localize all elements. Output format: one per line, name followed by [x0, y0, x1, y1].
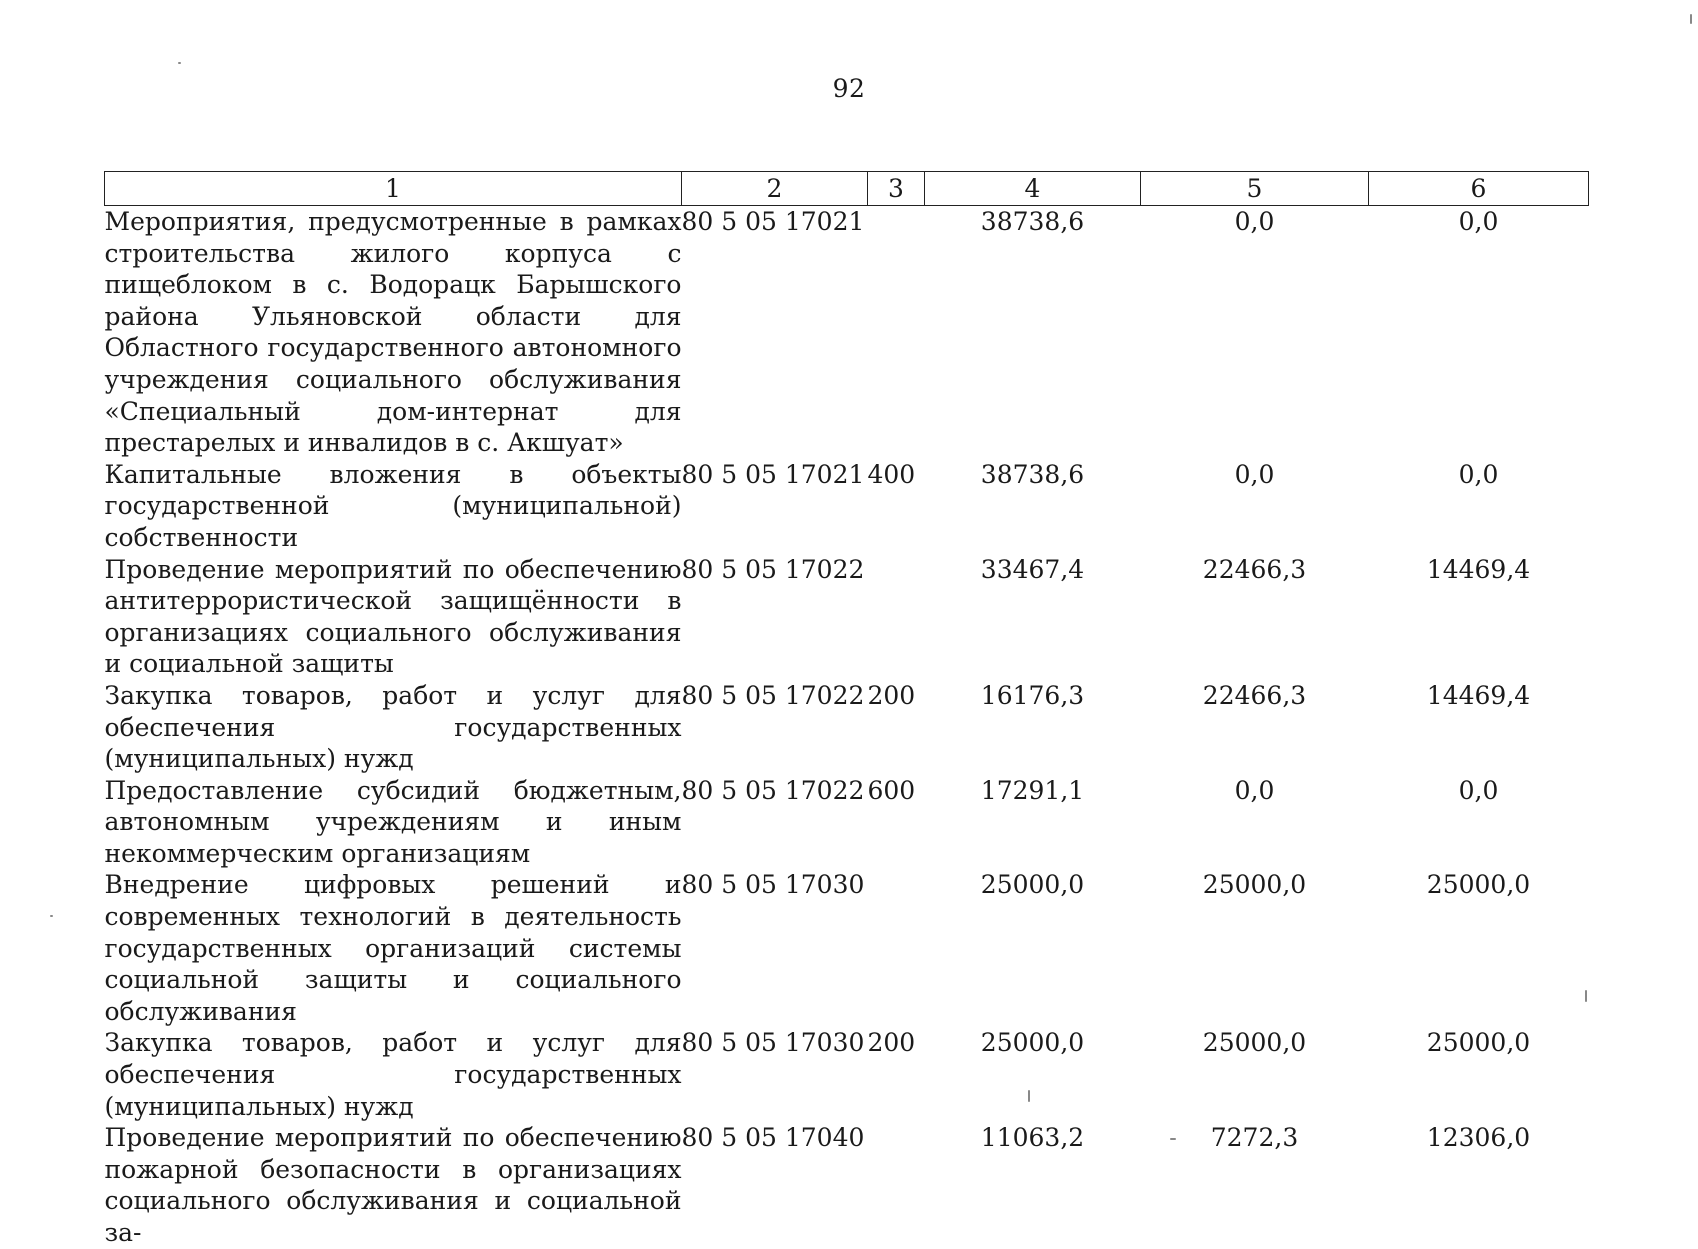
row-value-2026: 25000,0: [1426, 870, 1531, 900]
row-code: 80 5 05 17040: [681, 1123, 865, 1153]
row-value-2026: 0,0: [1458, 207, 1499, 236]
row-value-2025: 7272,3: [1210, 1123, 1299, 1153]
row-value-2026: 0,0: [1458, 775, 1499, 805]
col-header-3: 3: [868, 172, 925, 206]
row-name: Предоставление субсидий бюджетным, автономным учреждениям и иным некоммерческим организациям: [104, 775, 682, 868]
row-value-2025: 0,0: [1234, 207, 1275, 236]
table-row: [105, 1027, 1589, 1122]
row-code: 80 5 05 17021: [681, 207, 865, 236]
row-name: Закупка товаров, работ и услуг для обеспечения государственных (муниципальных) нужд: [104, 1028, 682, 1121]
row-value-2024: 11063,2: [980, 1123, 1085, 1153]
row-value-2026: 0,0: [1458, 459, 1499, 489]
row-code: 80 5 05 17021: [681, 459, 865, 489]
row-code: 80 5 05 17022: [681, 775, 865, 805]
budget-table: [104, 171, 1589, 1249]
table-row: [105, 1122, 1589, 1248]
row-name: Капитальные вложения в объекты государственной (муниципальной) собственности: [104, 459, 682, 552]
col-header-2: 2: [682, 172, 868, 206]
row-type: 200: [867, 680, 916, 710]
row-value-2026: 12306,0: [1426, 1123, 1531, 1153]
col-header-6: 6: [1369, 172, 1589, 206]
row-name: Проведение мероприятий по обеспечению антитеррористической защищённости в организациях социального обслуживания и социальной защиты: [104, 554, 682, 679]
row-code: 80 5 05 17022: [681, 680, 865, 710]
row-name: Мероприятия, предусмотренные в рамках строительства жилого корпуса с пищеблоком в с. Водорацк Барышского района Ульяновской области для Областного государственного автономного учреждения социального обслуживания «Специальный дом-интернат для престарелых и инвалидов в с. Акшуат»: [104, 207, 682, 458]
scan-speck: [1170, 1138, 1176, 1140]
row-value-2024: 38738,6: [980, 207, 1085, 236]
row-type: [868, 1122, 925, 1248]
scan-speck: [1028, 1090, 1030, 1102]
col-header-5: 5: [1141, 172, 1369, 206]
row-value-2025: 0,0: [1234, 459, 1275, 489]
row-code: 80 5 05 17030: [681, 870, 865, 900]
row-type: 200: [867, 1028, 916, 1058]
row-value-2025: 22466,3: [1202, 554, 1307, 584]
scan-speck: [1690, 14, 1692, 24]
row-value-2024: 33467,4: [980, 554, 1085, 584]
row-type: [868, 554, 925, 680]
table-row: [105, 775, 1589, 870]
row-value-2024: 25000,0: [980, 1028, 1085, 1058]
row-type: 400: [867, 459, 916, 489]
row-value-2026: 14469,4: [1426, 680, 1531, 710]
row-type: [868, 206, 925, 459]
header-row: [105, 172, 1589, 206]
row-value-2025: 25000,0: [1202, 1028, 1307, 1058]
row-value-2026: 25000,0: [1426, 1028, 1531, 1058]
scan-speck: [50, 915, 53, 917]
row-type: 600: [867, 775, 916, 805]
table-row: [105, 680, 1589, 775]
table-row: [105, 554, 1589, 680]
page-number: 92: [832, 74, 866, 103]
row-value-2024: 38738,6: [980, 459, 1085, 489]
row-value-2026: 14469,4: [1426, 554, 1531, 584]
scan-speck: [1585, 990, 1587, 1002]
row-code: 80 5 05 17030: [681, 1028, 865, 1058]
scan-speck: [178, 62, 181, 64]
row-name: Внедрение цифровых решений и современных технологий в деятельность государственных организаций системы социальной защиты и социального обслуживания: [104, 870, 682, 1026]
row-value-2025: 25000,0: [1202, 870, 1307, 900]
row-name: Проведение мероприятий по обеспечению пожарной безопасности в организациях социального обслуживания и социальной за-: [104, 1123, 682, 1247]
row-type: [868, 869, 925, 1027]
table-row: [105, 459, 1589, 554]
row-name: Закупка товаров, работ и услуг для обеспечения государственных (муниципальных) нужд: [104, 680, 682, 774]
row-code: 80 5 05 17022: [681, 554, 865, 584]
row-value-2024: 16176,3: [980, 680, 1085, 710]
row-value-2024: 25000,0: [980, 870, 1085, 900]
row-value-2025: 0,0: [1234, 775, 1275, 805]
col-header-4: 4: [925, 172, 1141, 206]
table-row: [105, 869, 1589, 1027]
row-value-2025: 22466,3: [1202, 680, 1307, 710]
col-header-1: 1: [105, 172, 682, 206]
row-value-2024: 17291,1: [980, 775, 1085, 805]
table-row: [105, 206, 1589, 459]
